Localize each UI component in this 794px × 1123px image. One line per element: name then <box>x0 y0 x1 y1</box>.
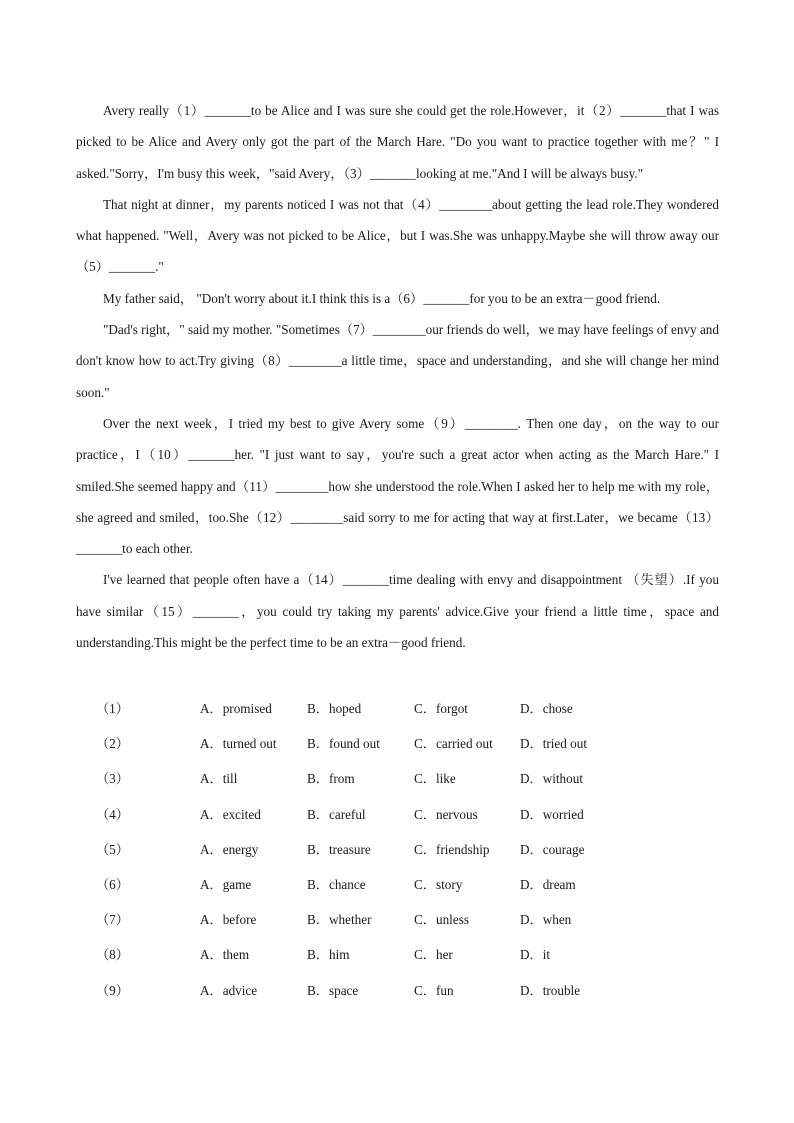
cloze-passage <box>76 95 719 658</box>
option-d: D．trouble <box>520 982 581 998</box>
option-b: B．found out <box>307 736 380 752</box>
option-b: B．him <box>307 947 350 963</box>
option-c: C．like <box>414 771 456 787</box>
option-a: A．promised <box>200 701 272 716</box>
passage-paragraph-4: "Dad's right，" said my mother. "Sometimes（7）________our friends do well，we may have feelings of envy and don't know how to act.Try giving（8）________a little time，space and understanding，and she will change her mind soon." <box>76 322 719 400</box>
option-d: D．tried out <box>520 736 588 752</box>
option-a: A．advice <box>200 982 258 998</box>
question-row <box>96 970 696 1005</box>
question-row <box>96 864 696 899</box>
question-row <box>96 829 696 864</box>
option-c: C．forgot <box>414 701 468 716</box>
option-c: C．unless <box>414 912 469 928</box>
passage-paragraph-3: My father said， "Don't worry about it.I think this is a（6）_______for you to be an extra－good friend. <box>103 290 661 306</box>
option-c: C．fun <box>414 982 454 998</box>
option-d: D．courage <box>520 841 585 857</box>
option-d: D．chose <box>520 701 573 716</box>
passage-paragraph-1: Avery really（1）_______to be Alice and I was sure she could get the role.However，it（2）_______that I was picked to be Alice and Avery only got the part of the March Hare. "Do you want to practice together with me？" I asked."Sorry，I'm busy this week，"said Avery，（3）_______looking at me."And I will be always busy." <box>76 103 719 181</box>
passage-paragraph-5: Over the next week，I tried my best to give Avery some（9）________. Then one day，on the way to our practice，I（10）_______her. "I just want to say，you're such a great actor when acting as the March Hare." I smiled.She seemed happy and（11）________how she understood the role.When I asked her to help me with my role，she agreed and smiled，too.She（12）________said sorry to me for acting that way at first.Later，we became（13）_______to each other. <box>76 415 719 557</box>
option-b: B．hoped <box>307 701 362 716</box>
option-a: A．before <box>200 912 257 928</box>
question-number: （1） <box>96 701 129 716</box>
option-c: C．nervous <box>414 806 478 822</box>
option-c: C．carried out <box>414 736 493 752</box>
option-c: C．her <box>414 947 453 963</box>
option-a: A．excited <box>200 806 261 822</box>
option-b: B．whether <box>307 912 372 928</box>
question-number: （3） <box>96 771 129 787</box>
option-c: C．friendship <box>414 841 490 857</box>
question-row <box>96 758 696 793</box>
question-row <box>96 688 696 723</box>
option-a: A．turned out <box>200 736 277 752</box>
question-number: （7） <box>96 912 129 928</box>
option-d: D．dream <box>520 876 576 892</box>
option-a: A．them <box>200 947 250 963</box>
option-d: D．worried <box>520 806 584 822</box>
option-b: B．chance <box>307 876 366 892</box>
option-b: B．treasure <box>307 841 371 857</box>
question-row <box>96 934 696 969</box>
passage-paragraph-2: That night at dinner，my parents noticed I was not that（4）________about getting the lead role.They wondered what happened. "Well，Avery was not picked to be Alice，but I was.She was unhappy.Maybe she will throw away our（5）_______." <box>76 196 719 275</box>
option-a: A．energy <box>200 841 259 857</box>
option-d: D．without <box>520 771 584 787</box>
option-d: D．it <box>520 947 551 963</box>
option-a: A．till <box>200 771 238 787</box>
question-row <box>96 794 696 829</box>
option-b: B．from <box>307 771 355 787</box>
passage-paragraph-6: I've learned that people often have a（14）_______time dealing with envy and disappointment （失望）.If you have similar（15）_______，you could try taking my parents' advice.Give your friend a little time，space and understanding.This might be the perfect time to be an extra－good friend. <box>76 572 719 651</box>
option-a: A．game <box>200 876 252 892</box>
option-b: B．careful <box>307 806 366 822</box>
option-b: B．space <box>307 982 359 998</box>
question-number: （5） <box>96 841 129 857</box>
question-number: （6） <box>96 876 129 892</box>
option-c: C．story <box>414 876 463 892</box>
question-number: （4） <box>96 806 129 822</box>
question-number: （9） <box>96 982 129 998</box>
option-d: D．when <box>520 912 572 928</box>
answer-options <box>96 688 696 1005</box>
question-number: （8） <box>96 947 129 963</box>
question-number: （2） <box>96 736 129 752</box>
question-row <box>96 723 696 758</box>
question-row <box>96 899 696 934</box>
